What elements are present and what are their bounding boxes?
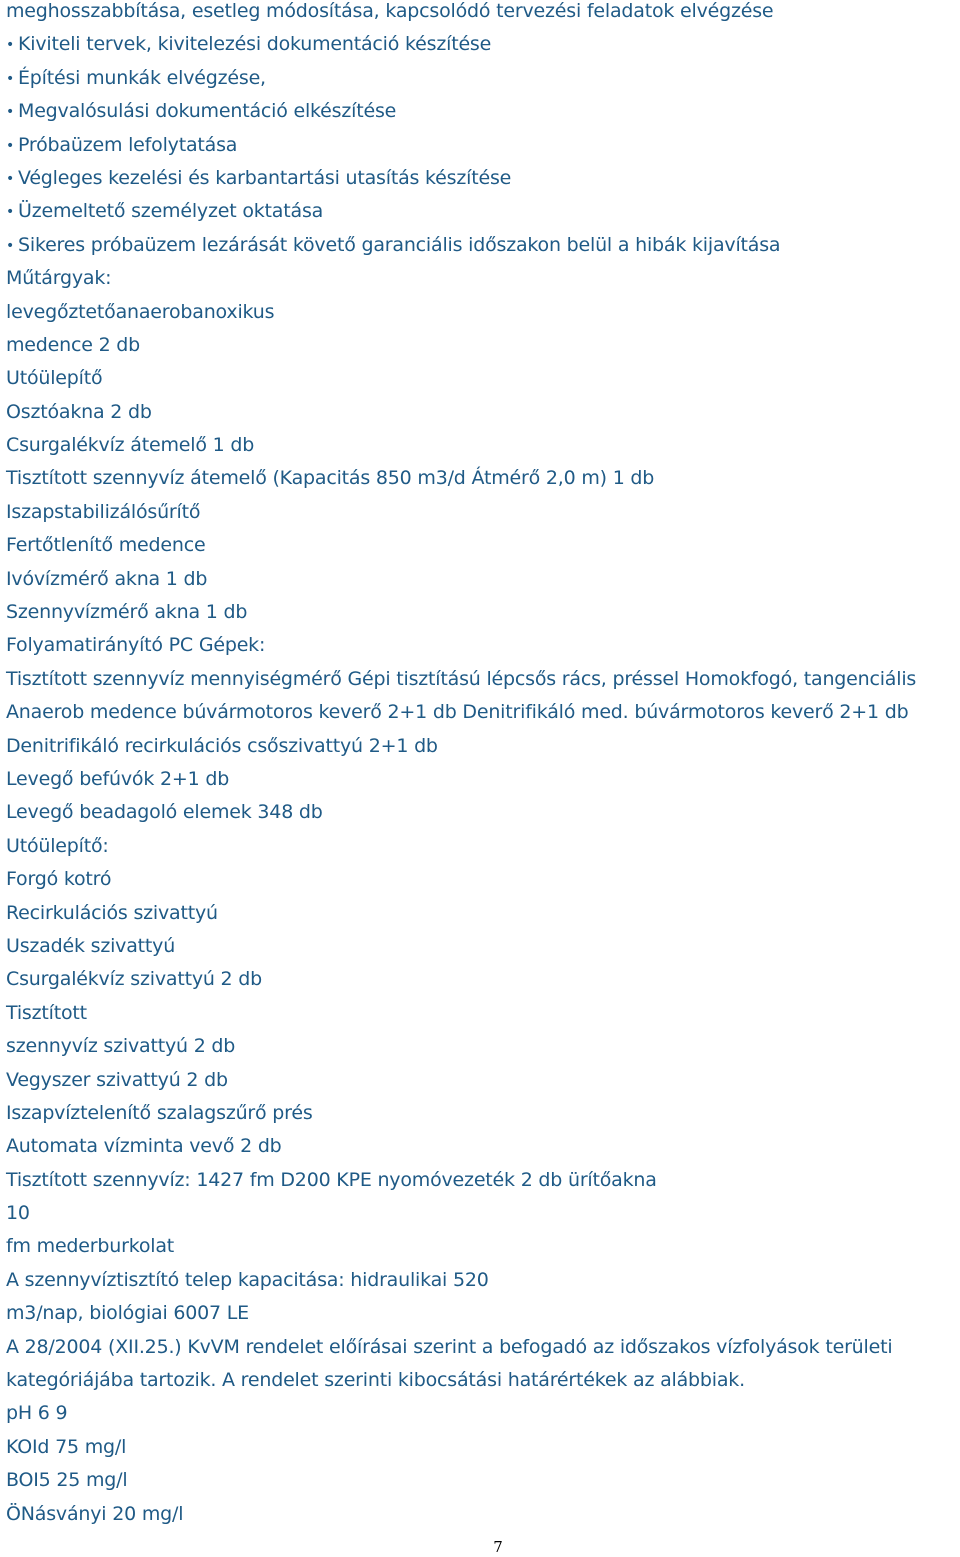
capacity-line: m3/nap, biológiai 6007 LE xyxy=(6,1302,249,1325)
body-line: Iszapvíztelenítő szalagszűrő prés xyxy=(6,1101,313,1124)
body-line: Levegő beadagoló elemek 348 db xyxy=(6,801,323,824)
bullet-icon: • xyxy=(6,204,15,221)
body-line: levegőztetőanaerobanoxikus xyxy=(6,300,275,323)
body-line: Uszadék szivattyú xyxy=(6,934,176,957)
body-line: Vegyszer szivattyú 2 db xyxy=(6,1068,228,1091)
body-line: Szennyvízmérő akna 1 db xyxy=(6,601,248,624)
body-line: Tisztított szennyvíz: 1427 fm D200 KPE nyomóvezeték 2 db ürítőakna xyxy=(6,1168,657,1191)
body-line: medence 2 db xyxy=(6,333,141,356)
limit-value-boi: BOI5 25 mg/l xyxy=(6,1469,128,1492)
body-line: fm mederburkolat xyxy=(6,1235,175,1258)
body-line: Iszapstabilizálósűrítő xyxy=(6,500,201,523)
task-text: Megvalósulási dokumentáció elkészítése xyxy=(18,100,397,123)
body-line: Ivóvízmérő akna 1 db xyxy=(6,567,208,590)
body-line: Anaerob medence búvármotoros keverő 2+1 db Denitrifikáló med. búvármotoros keverő 2+1 db xyxy=(6,701,909,724)
task-list-item xyxy=(6,234,956,267)
body-line: Automata vízminta vevő 2 db xyxy=(6,1135,282,1158)
body-line: Tisztított szennyvíz mennyiségmérő Gépi tisztítású lépcsős rács, préssel Homokfogó, tangenciális xyxy=(6,667,917,690)
regulation-line: kategóriájába tartozik. A rendelet szerinti kibocsátási határértékek az alábbiak. xyxy=(6,1369,745,1392)
task-list-item xyxy=(6,100,956,133)
task-text: Sikeres próbaüzem lezárását követő garanciális időszakon belül a hibák kijavítása xyxy=(18,233,781,256)
body-line: Denitrifikáló recirkulációs csőszivattyú 2+1 db xyxy=(6,734,438,757)
body-line: Levegő befúvók 2+1 db xyxy=(6,767,230,790)
body-line: Csurgalékvíz szivattyú 2 db xyxy=(6,968,263,991)
section-heading-machines: Folyamatirányító PC Gépek: xyxy=(6,634,266,657)
body-line: Osztóakna 2 db xyxy=(6,400,152,423)
bullet-icon: • xyxy=(6,170,15,187)
task-text: Végleges kezelési és karbantartási utasítás készítése xyxy=(18,166,512,189)
body-line: Tisztított xyxy=(6,1001,87,1024)
task-list-item xyxy=(6,33,956,66)
body-line: 10 xyxy=(6,1202,30,1225)
body-line: Forgó kotró xyxy=(6,868,112,891)
bullet-icon: • xyxy=(6,70,15,87)
document-page xyxy=(6,0,956,1536)
body-line: Utóülepítő: xyxy=(6,834,109,857)
task-text: Építési munkák elvégzése, xyxy=(18,66,266,89)
regulation-line: A 28/2004 (XII.25.) KvVM rendelet előírásai szerint a befogadó az időszakos vízfolyások területi xyxy=(6,1335,893,1358)
task-list-item xyxy=(6,167,956,200)
bullet-icon: • xyxy=(6,104,15,121)
task-list-item xyxy=(6,200,956,233)
task-text: Próbaüzem lefolytatása xyxy=(18,133,238,156)
task-text: Üzemeltető személyzet oktatása xyxy=(18,200,324,223)
body-line: Utóülepítő xyxy=(6,367,103,390)
body-line: Csurgalékvíz átemelő 1 db xyxy=(6,434,255,457)
section-heading-structures: Műtárgyak: xyxy=(6,267,112,290)
body-line: szennyvíz szivattyú 2 db xyxy=(6,1035,236,1058)
task-list-item xyxy=(6,67,956,100)
limit-value-kol: KOId 75 mg/l xyxy=(6,1435,127,1458)
intro-line: meghosszabbítása, esetleg módosítása, kapcsolódó tervezési feladatok elvégzése xyxy=(6,0,774,22)
task-text: Kiviteli tervek, kivitelezési dokumentáció készítése xyxy=(18,33,492,56)
limit-value-ph: pH 6 9 xyxy=(6,1402,68,1425)
body-line: Recirkulációs szivattyú xyxy=(6,901,218,924)
bullet-icon: • xyxy=(6,137,15,154)
limit-value-mineral: ÖNásványi 20 mg/l xyxy=(6,1502,184,1525)
bullet-icon: • xyxy=(6,237,15,254)
task-list-item xyxy=(6,134,956,167)
body-line: Tisztított szennyvíz átemelő (Kapacitás 850 m3/d Átmérő 2,0 m) 1 db xyxy=(6,467,655,490)
capacity-line: A szennyvíztisztító telep kapacitása: hidraulikai 520 xyxy=(6,1268,489,1291)
bullet-icon: • xyxy=(6,37,15,54)
page-number: 7 xyxy=(493,1538,503,1556)
body-line: Fertőtlenítő medence xyxy=(6,534,206,557)
